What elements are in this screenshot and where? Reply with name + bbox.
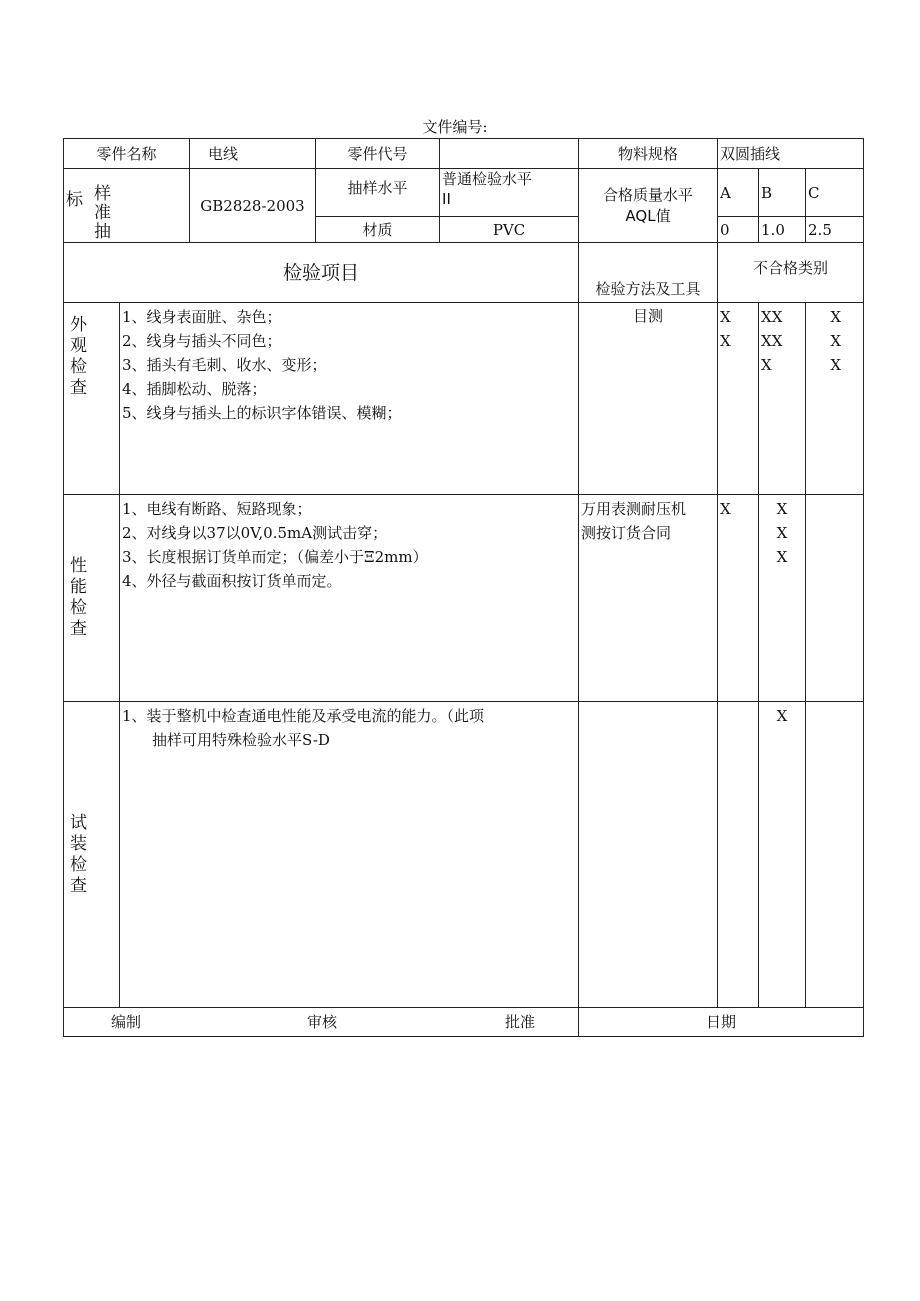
mark: X [830, 356, 842, 374]
section-label-text: 试装检查 [70, 812, 87, 896]
list-item: 1、线身表面脏、杂色； [122, 308, 282, 326]
list-item: 4、外径与截面积按订货单而定。 [122, 572, 342, 590]
performance-method [579, 495, 718, 702]
method-tools-heading: 检验方法及工具 [579, 243, 718, 303]
trial-fit-class-a [718, 702, 759, 1008]
trial-fit-items [120, 702, 579, 1008]
sampling-level-value [440, 169, 579, 217]
approved-label: 批准 [505, 1013, 536, 1031]
appearance-class-c [806, 303, 864, 495]
sampling-standard-label-cell [64, 169, 190, 243]
list-item: 5、线身与插头上的标识字体错误、模糊； [122, 404, 402, 422]
section-label-performance [64, 495, 120, 702]
trial-fit-class-c [806, 702, 864, 1008]
aql-c-label: C [806, 169, 864, 217]
list-item: 4、插脚松动、脱落； [122, 380, 267, 398]
appearance-items [120, 303, 579, 495]
part-name-label: 零件名称 [64, 139, 190, 169]
aql-b-value: 1.0 [759, 217, 806, 243]
appearance-method: 目测 [579, 303, 718, 495]
sampling-level-line1: 普通检验水平 [442, 170, 533, 188]
section-label-text: 外观检查 [70, 315, 87, 398]
section-label-text: 性能检查 [70, 556, 87, 639]
compiled-label: 编制 [111, 1013, 142, 1031]
list-item: 抽样可用特殊检验水平S-D [152, 731, 330, 749]
section-label-appearance [64, 303, 120, 495]
list-item: 3、插头有毛刺、收水、变形； [122, 356, 327, 374]
appearance-class-a [718, 303, 759, 495]
mark: X [720, 308, 731, 326]
date-label: 日期 [579, 1008, 864, 1037]
mark: X [830, 332, 842, 350]
aql-a-value: 0 [718, 217, 759, 243]
performance-class-b [759, 495, 806, 702]
method-line: 测按订货合同 [581, 524, 672, 542]
material-label: 材质 [316, 217, 440, 243]
appearance-class-b [759, 303, 806, 495]
mark: X [776, 707, 788, 725]
aql-label-line2: AQL值 [625, 206, 671, 225]
performance-items [120, 495, 579, 702]
mark: XX [761, 308, 783, 326]
standard-label-column: 样准抽 [94, 184, 111, 242]
standard-label-biao: 标 [66, 190, 83, 210]
material-value: PVC [440, 217, 579, 243]
mark: X [720, 500, 731, 518]
list-item: 2、对线身以37以0V,0.5mA测试击穿； [122, 524, 388, 542]
part-name-value: 电线 [190, 139, 316, 169]
section-label-trial-fit [64, 702, 120, 1008]
aql-b-label: B [759, 169, 806, 217]
inspection-table [63, 138, 864, 1037]
method-line: 万用表测耐压机 [581, 500, 687, 518]
performance-class-a [718, 495, 759, 702]
aql-c-value: 2.5 [806, 217, 864, 243]
mark: X [830, 308, 842, 326]
sampling-standard-value: GB2828-2003 [190, 169, 316, 243]
aql-a-label: A [718, 169, 759, 217]
sampling-level-label: 抽样水平 [316, 169, 440, 217]
document-number-label: 文件编号: [422, 118, 488, 136]
mark: X [761, 356, 772, 374]
part-code-value [440, 139, 579, 169]
mark: X [720, 332, 731, 350]
aql-label-line1: 合格质量水平 [603, 185, 694, 204]
material-spec-value: 双圆插线 [718, 139, 864, 169]
sampling-level-line2: II [442, 190, 451, 208]
signature-row [64, 1008, 579, 1037]
performance-class-c [806, 495, 864, 702]
list-item: 1、装于整机中检查通电性能及承受电流的能力。（此项 [122, 707, 485, 725]
list-item: 1、电线有断路、短路现象； [122, 500, 312, 518]
mark: X [776, 548, 788, 566]
trial-fit-method [579, 702, 718, 1008]
trial-fit-class-b [759, 702, 806, 1008]
list-item: 3、长度根据订货单而定；（偏差小于Ξ2mm） [122, 548, 428, 566]
material-spec-label: 物料规格 [579, 139, 718, 169]
inspection-items-heading: 检验项目 [64, 243, 579, 303]
list-item: 2、线身与插头不同色； [122, 332, 282, 350]
mark: X [776, 500, 788, 518]
aql-label [579, 169, 718, 243]
mark: XX [761, 332, 783, 350]
part-code-label: 零件代号 [316, 139, 440, 169]
reviewed-label: 审核 [307, 1013, 338, 1031]
defect-class-heading: 不合格类别 [718, 243, 864, 303]
mark: X [776, 524, 788, 542]
